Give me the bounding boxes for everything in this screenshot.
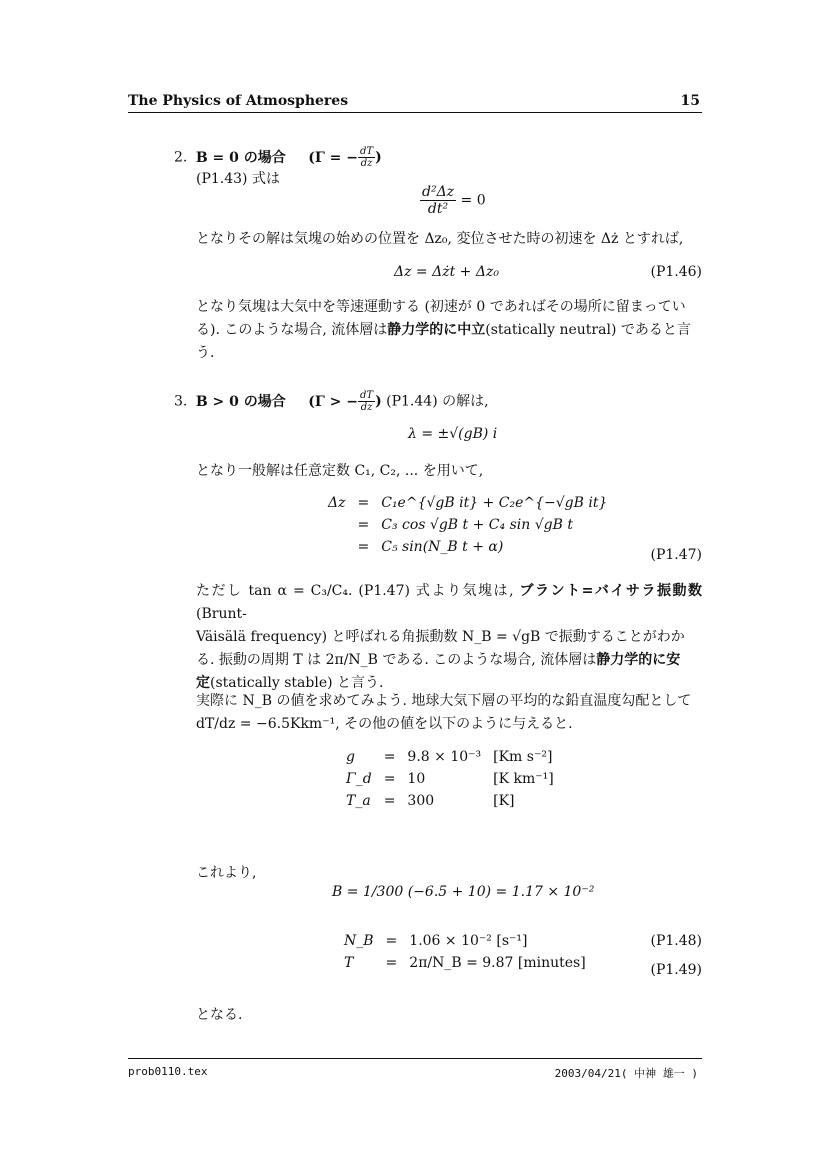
equation-p146: Δz = Δżt + Δz₀ — [394, 264, 499, 280]
text-thus: これより, — [196, 865, 257, 881]
section-2-heading: 2. B = 0 の場合 (Γ = − $\frac{dT}{dz}$ ) — [174, 146, 382, 169]
equation-array-p147: Δz = C₁e^{√gB it} + C₂e^{−√gB it} = C₃ cos √gB t + C₄ sin √gB t = C₅ sin(N_B t + α) — [328, 495, 608, 555]
equation-B: B = 1/300 (−6.5 + 10) = 1.17 × 10⁻² — [332, 884, 595, 900]
page-number: 15 — [680, 93, 700, 109]
footer-date-author: 2003/04/21( 中神 雄一 ) — [554, 1067, 698, 1080]
running-footer — [128, 1058, 702, 1080]
cond-fraction: $\frac{dT}{dz}$ — [359, 146, 374, 169]
eqnum-p146: (P1.46) — [650, 264, 702, 280]
paragraph-calculation: 実際に N_B の値を求めてみよう. 地球大気下層の平均的な鉛直温度勾配として dT/dz = −6.5Kkm⁻¹, その他の値を以下のように与えると. — [196, 693, 692, 732]
eqnum-p149: (P1.49) — [650, 962, 702, 978]
parameter-sym: Γ_d — [346, 771, 372, 787]
parameter-eq: = — [383, 793, 396, 809]
running-title: The Physics of Atmospheres — [128, 93, 349, 109]
equation-second-derivative: $\frac{\text{d²Δz}}{\text{dt²}}$ = 0 — [422, 184, 486, 217]
eq-ref-p143: (P1.43) 式は — [196, 171, 280, 187]
parameter-sym: T_a — [346, 793, 371, 809]
text-initial-conditions: となりその解は気塊の始めの位置を Δz₀, 変位させた時の初速を Δż とすれば, — [196, 231, 684, 247]
parameter-row — [340, 768, 560, 790]
parameter-eq: = — [383, 749, 396, 765]
parameter-val: 9.8 × 10⁻³ — [407, 749, 482, 765]
text-conclusion: となる. — [196, 1007, 243, 1023]
parameter-unit: [Km s⁻²] — [493, 749, 553, 765]
parameter-eq: = — [383, 771, 396, 787]
parameter-unit: [K km⁻¹] — [493, 771, 554, 787]
eqnum-p147: (P1.47) — [650, 547, 702, 563]
parameter-val: 10 — [407, 771, 426, 787]
cond-fraction: $\frac{dT}{dz}$ — [359, 390, 374, 413]
text-general-solution: となり一般解は任意定数 C₁, C₂, ... を用いて, — [196, 463, 484, 479]
paragraph-brunt-vaisala: ただし tan α = C₃/C₄. (P1.47) 式より気塊は, ブラント=バイサラ振動数(Brunt- Väisälä frequency) と呼ばれる角振動数 N_B = √gB で振動することがわか る. 振動の周期 T は 2π/N_B である. このような場合, 流体層は静力学的に安 定(statically stable) と言う. — [196, 583, 703, 691]
eqnum-p148: (P1.48) — [650, 933, 702, 949]
section-3-heading: 3. B > 0 の場合 (Γ > − $\frac{dT}{dz}$ ) (P1.44) の解は, — [174, 390, 489, 413]
parameter-row — [340, 790, 560, 812]
parameter-unit: [K] — [493, 793, 515, 809]
paragraph-neutral: となり気塊は大気中を等速運動する (初速が 0 であればその場所に留まってい る). このような場合, 流体層は静力学的に中立(statically neutral) であると言 う. — [196, 299, 691, 361]
running-header — [128, 90, 702, 113]
parameter-val: 300 — [407, 793, 435, 809]
equation-array-NB-T: N_B = 1.06 × 10⁻² [s⁻¹] T = 2π/N_B = 9.87 [minutes] — [344, 933, 586, 971]
equation-lambda: λ = ±√(gB) i — [408, 426, 498, 442]
parameter-table — [340, 746, 560, 812]
parameter-row — [340, 746, 560, 768]
footer-filename: prob0110.tex — [128, 1065, 208, 1078]
parameter-sym: g — [346, 749, 355, 765]
